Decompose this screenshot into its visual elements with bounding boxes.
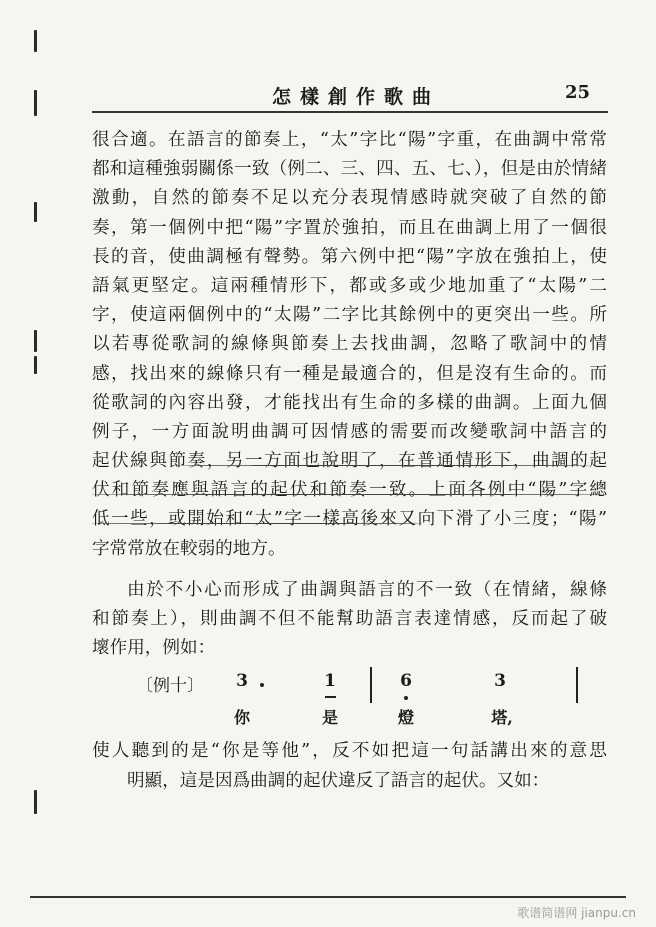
paragraph-3: [92, 737, 607, 795]
text-line: 語氣更堅定。這兩種情形下，都或多或少地加重了“太陽”二: [92, 275, 607, 296]
lyric: 塔,: [491, 708, 513, 728]
text-line: 使人聽到的是“你是等他”，反不如把這一句話講出來的意思: [92, 741, 607, 762]
note: 3: [494, 671, 506, 692]
binding-marks: [34, 30, 44, 830]
text-line: 壞作用，例如：: [92, 638, 216, 659]
music-example-10: [92, 667, 607, 737]
paragraph-2: [92, 576, 607, 664]
running-header: [92, 82, 604, 106]
pen-underline: [92, 494, 607, 495]
lyric: 是: [321, 708, 338, 728]
note: 1: [320, 671, 340, 691]
text-line: 和節奏上），則曲調不但不能幫助語言表達情感，反而起了破: [92, 609, 607, 629]
text-line: 字，使這兩個例中的“太陽”二字比其餘例中的更突出一些。所: [92, 305, 607, 326]
lyric: 燈: [397, 708, 414, 728]
text-line: 例子，一方面說明曲調可因情感的需要而改變歌詞中語言的: [92, 421, 607, 442]
augmentation-dot: [260, 683, 264, 687]
text-line: 由於不小心而形成了曲調與語言的不一致（在情緒，線條: [127, 579, 607, 600]
text-line: 起伏線與節奏，另一方面也說明了，在普通情形下，曲調的起: [92, 451, 607, 472]
example-label: 〔例十〕: [136, 676, 204, 697]
text-line: 激動，自然的節奏不足以充分表現情感時就突破了自然的節: [92, 188, 607, 209]
text-line: 明顯，這是因爲曲調的起伏違反了語言的起伏。又如：: [127, 770, 550, 791]
pen-underline: [92, 523, 422, 524]
watermark: 歌谱简谱网 jianpu.cn: [517, 906, 636, 920]
bar-line: [576, 667, 578, 703]
text-line: 伏和節奏應與語言的起伏和節奏一致。上面各例中“陽”字總: [92, 480, 607, 501]
text-line: 字常常放在較弱的地方。: [92, 538, 286, 559]
note: 3: [236, 671, 248, 692]
text-line: 從歌詞的內容出發，才能找出有生命的多樣的曲調。上面九個: [92, 392, 607, 413]
page-number: 25: [564, 82, 590, 103]
text-line: 以若專從歌詞的線條與節奏上去找曲調，忽略了歌詞中的情: [92, 334, 607, 355]
bar-line: [370, 667, 372, 703]
text-line: 都和這種強弱關係一致（例二、三、四、五、七、），但是由於情緒: [92, 159, 607, 180]
footer-rule: [30, 896, 626, 898]
header-title: 怎樣創作歌曲: [272, 86, 441, 108]
header-rule: [92, 111, 608, 113]
text-line: 長的音，使曲調極有聲勢。第六例中把“陽”字放在強拍上，使: [92, 246, 607, 267]
text-line: 很合適。在語言的節奏上，“太”字比“陽”字重，在曲調中常常: [92, 130, 607, 150]
pen-underline: [175, 465, 590, 466]
text-line: 感，找出來的線條只有一種是最適合的，但是沒有生命的。而: [92, 363, 607, 384]
body-text: [92, 126, 607, 796]
note: 6: [396, 671, 416, 691]
paragraph-1: [92, 126, 607, 564]
text-line: 奏，第一個例中把“陽”字置於強拍，而且在曲調上用了一個很: [92, 217, 607, 238]
lyric: 你: [233, 708, 250, 728]
text-line: 低一些，或開始和“太”字一樣高後來又向下滑了小三度；“陽”: [92, 509, 607, 530]
